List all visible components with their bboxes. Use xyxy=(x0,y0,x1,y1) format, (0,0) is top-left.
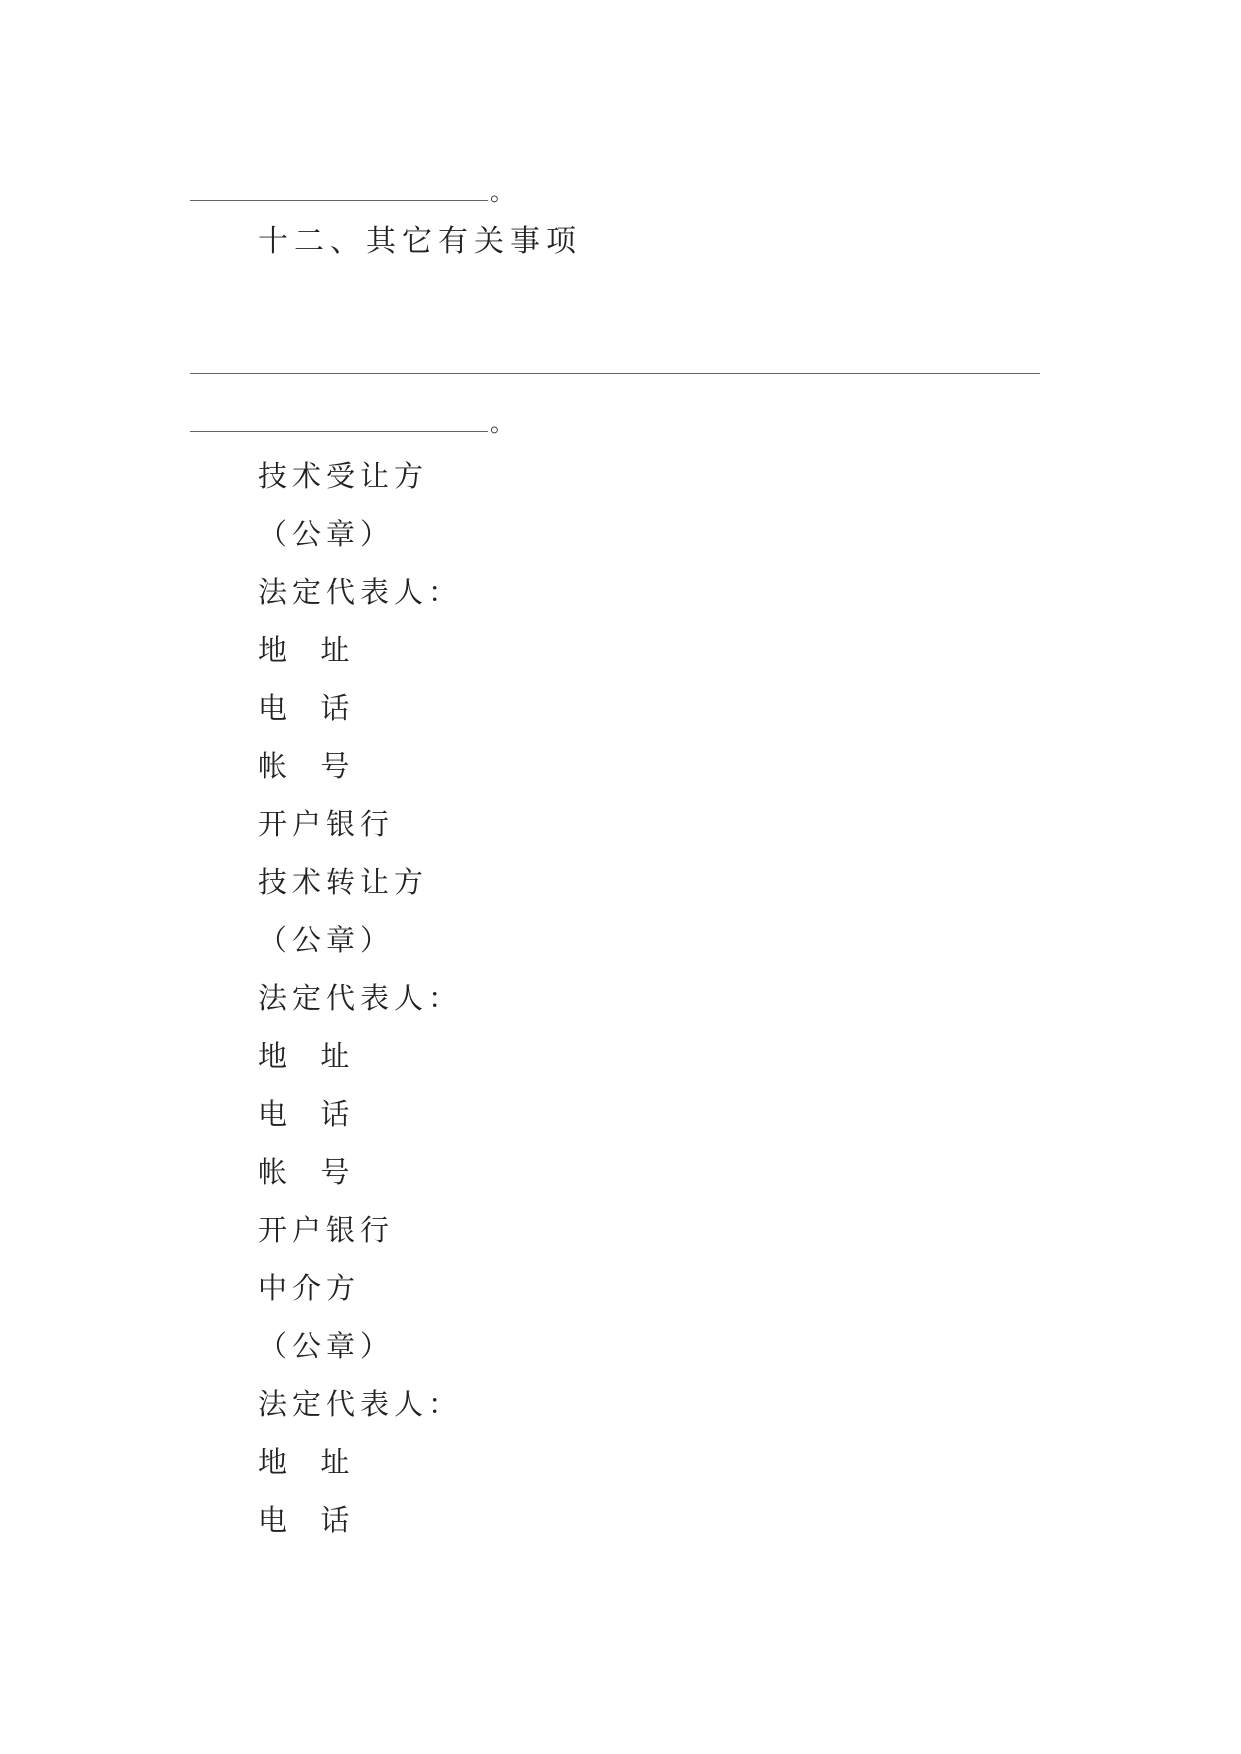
fill-in-blank-line xyxy=(190,431,488,432)
transferee-address: 地 址 xyxy=(258,633,355,667)
transferor-title: 技术转让方 xyxy=(258,865,429,899)
fill-in-blank-line xyxy=(190,200,488,201)
transferor-bank: 开户银行 xyxy=(258,1213,395,1247)
transferee-legal-rep: 法定代表人： xyxy=(258,575,463,609)
transferee-account: 帐 号 xyxy=(258,749,355,783)
transferor-seal: （公章） xyxy=(258,923,395,957)
intermediary-title: 中介方 xyxy=(258,1271,361,1305)
intermediary-seal: （公章） xyxy=(258,1329,395,1363)
end-mark: 。 xyxy=(490,409,514,437)
transferee-bank: 开户银行 xyxy=(258,807,395,841)
transferor-account: 帐 号 xyxy=(258,1155,355,1189)
fill-in-blank-line xyxy=(190,373,1040,374)
transferee-phone: 电 话 xyxy=(258,691,355,725)
section-heading: 十二、其它有关事项 xyxy=(258,224,582,259)
transferor-legal-rep: 法定代表人： xyxy=(258,981,463,1015)
transferor-phone: 电 话 xyxy=(258,1097,355,1131)
intermediary-legal-rep: 法定代表人： xyxy=(258,1387,463,1421)
transferee-seal: （公章） xyxy=(258,517,395,551)
intermediary-phone: 电 话 xyxy=(258,1503,355,1537)
transferee-title: 技术受让方 xyxy=(258,459,429,493)
end-mark: 。 xyxy=(490,178,514,206)
transferor-address: 地 址 xyxy=(258,1039,355,1073)
intermediary-address: 地 址 xyxy=(258,1445,355,1479)
